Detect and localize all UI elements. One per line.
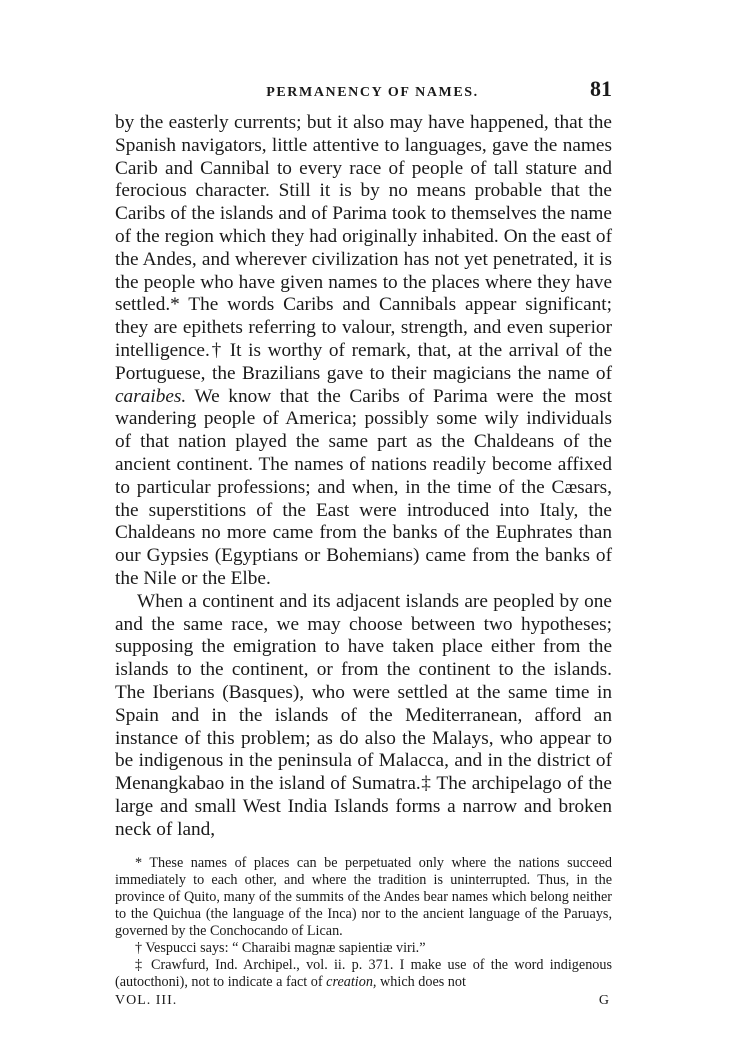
page-number: 81 <box>590 76 612 101</box>
footnote-double-dagger-part-2: which does not <box>376 973 466 990</box>
volume-mark: VOL. III. <box>115 992 178 1008</box>
signature-line <box>115 993 612 1009</box>
paragraph-caribs <box>115 112 612 591</box>
footnote-star: * These names of places can be perpetuated only where the nations succeed immediately to each other, and where the tradition is uninterrupted. Thus, in the province of Quito, many of the summits of the Andes bear names which belong neither to the Quichua (the language of the Inca) nor to the ancient language of the Paruays, governed by the Conchocando of Lican. <box>115 854 612 939</box>
paragraph-caribs-part-1: by the easterly currents; but it also may have happened, that the Spanish navigators, little attentive to languages, gave the names Carib and Cannibal to every race of people of tall stature and ferocious character. Still it is by no means probable that the Caribs of the islands and of Parima took to themselves the name of the region which they had originally inhabited. On the east of the Andes, and wherever civilization has not yet penetrated, it is the people who have given names to the places where they have settled.* The words Caribs and Cannibals appear significant; they are epithets referring to valour, strength, and even superior intelligence.† It is worthy of remark, that, at the arrival of the Portuguese, the Brazilians gave to their magicians the name of <box>115 112 612 384</box>
body-text <box>115 112 612 842</box>
italic-creation: creation, <box>326 973 377 990</box>
footnote-dagger: † Vespucci says: “ Charaibi magnæ sapientiæ viri.” <box>135 939 426 956</box>
paragraph-hypotheses: When a continent and its adjacent islands are peopled by one and the same race, we may choose between two hypotheses; supposing the emigration to have taken place either from the islands to the continent, or from the continent to the islands. The Iberians (Basques), who were settled at the same time in Spain and in the islands of the Mediterranean, afford an instance of this problem; as do also the Malays, who appear to be indigenous in the peninsula of Malacca, and in the district of Menangkabao in the island of Sumatra.‡ The archipelago of the large and small West India Islands forms a narrow and broken neck of land, <box>115 590 612 840</box>
footnotes <box>115 855 612 991</box>
footnote-double-dagger <box>115 957 612 991</box>
running-title: PERMANENCY OF NAMES. <box>266 85 479 100</box>
footnote-double-dagger-part-1: ‡ Crawfurd, Ind. Archipel., vol. ii. p. 371. I make use of the word indigenous (autocthoni), not to indicate a fact of <box>115 956 612 990</box>
paragraph-caribs-part-2: We know that the Caribs of Parima were the most wandering people of America; possibly some wily individuals of that nation played the same part as the Chaldeans of the ancient continent. The names of nations readily become affixed to particular professions; and when, in the time of the Cæsars, the superstitions of the East were introduced into Italy, the Chaldeans no more came from the banks of the Euphrates than our Gypsies (Egyptians or Bohemians) came from the banks of the Nile or the Elbe. <box>115 385 612 589</box>
running-head <box>115 76 612 102</box>
signature-mark: G <box>598 992 610 1008</box>
italic-caraibes: caraibes. <box>115 385 187 407</box>
